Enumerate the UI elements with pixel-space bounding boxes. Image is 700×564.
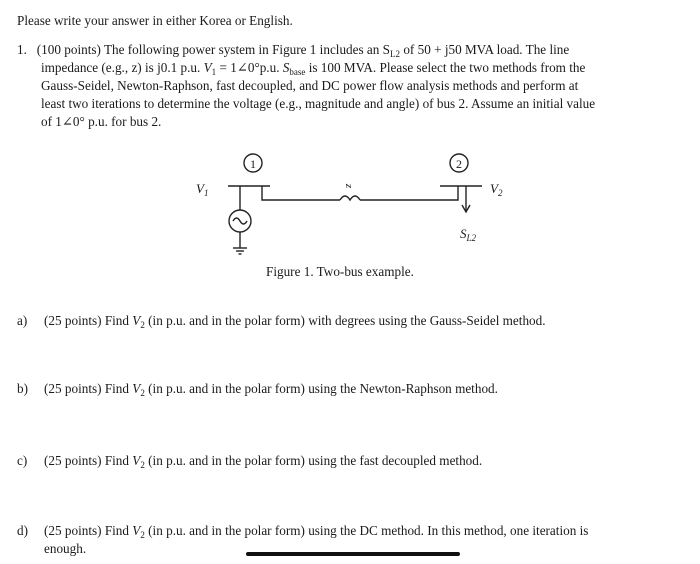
- sbase-sub: base: [289, 67, 306, 77]
- question-b-pre: Find: [104, 381, 133, 396]
- question-b-points: (25 points): [44, 381, 102, 396]
- impedance-coil: [340, 196, 360, 200]
- problem-line-1-text: The following power system in Figure 1 includes an S: [103, 42, 391, 57]
- question-c-post: (in p.u. and in the polar form) using the fast decoupled method.: [144, 453, 483, 468]
- line-left: [262, 186, 340, 200]
- z-fig-label: z: [343, 183, 355, 189]
- v2-fig-sub: 2: [497, 188, 503, 198]
- v1-var: V: [203, 60, 212, 75]
- question-d-var: V: [132, 523, 141, 538]
- question-a-body: [44, 313, 546, 328]
- question-d-post: (in p.u. and in the polar form) using the DC method. In this method, one iteration is: [144, 523, 589, 538]
- home-indicator[interactable]: [246, 552, 460, 556]
- question-b-var: V: [132, 381, 141, 396]
- question-d-label: d): [17, 523, 28, 538]
- figure-caption: Figure 1. Two-bus example.: [266, 264, 414, 279]
- question-b-sub: 2: [140, 388, 145, 398]
- question-c-var: V: [132, 453, 141, 468]
- question-a-pre: Find: [104, 313, 133, 328]
- question-a-var: V: [132, 313, 141, 328]
- instruction-text: Please write your answer in either Korea or English.: [17, 13, 293, 28]
- load-fig-sub: L2: [466, 233, 477, 243]
- question-c-body: [44, 453, 482, 468]
- question-c-sub: 2: [140, 460, 145, 470]
- question-d-sub: 2: [140, 530, 145, 540]
- question-a-label: a): [17, 313, 28, 328]
- v2-fig-label: [490, 181, 503, 198]
- question-c-points: (25 points): [44, 453, 102, 468]
- generator-sine: [233, 218, 247, 224]
- problem-line-5: of 1∠0° p.u. for bus 2.: [41, 114, 162, 129]
- problem-points: (100 points): [36, 42, 101, 57]
- problem-line-3: Gauss-Seidel, Newton-Raphson, fast decoupled, and DC power flow analysis methods and perform at: [41, 78, 579, 93]
- problem-line-2-text: impedance (e.g., z) is j0.1 p.u.: [41, 60, 201, 75]
- problem-number: 1.: [17, 42, 27, 57]
- question-c-label: c): [17, 453, 28, 468]
- load-fig-var: S: [460, 226, 467, 241]
- problem-line-1-rest: of 50 + j50 MVA load. The line: [400, 42, 570, 57]
- question-d-points: (25 points): [44, 523, 102, 538]
- line-right: [360, 186, 458, 200]
- question-d-pre: Find: [104, 523, 133, 538]
- problem-line-2-rest: is 100 MVA. Please select the two methods from the: [305, 60, 586, 75]
- v1-sub: 1: [211, 67, 217, 77]
- v1-fig-sub: 1: [203, 188, 209, 198]
- question-d-body: [44, 523, 588, 538]
- bus1-label: 1: [250, 157, 256, 171]
- load-fig-label: [460, 226, 477, 243]
- sbase-var: S: [282, 60, 290, 75]
- v1-value: = 1∠0°p.u.: [216, 60, 283, 75]
- question-b-label: b): [17, 381, 28, 396]
- question-a-points: (25 points): [44, 313, 102, 328]
- question-a-sub: 2: [140, 320, 145, 330]
- question-a-post: (in p.u. and in the polar form) with degrees using the Gauss-Seidel method.: [144, 313, 546, 328]
- question-b-body: [44, 381, 498, 396]
- v1-fig-label: [196, 181, 208, 198]
- v1-fig-var: V: [196, 181, 204, 196]
- sl2-sub: L2: [390, 49, 401, 59]
- question-d-line-2: enough.: [44, 541, 87, 556]
- bus2-label: 2: [456, 157, 462, 171]
- question-c-pre: Find: [104, 453, 133, 468]
- problem-line-4: least two iterations to determine the voltage (e.g., magnitude and angle) of bus 2. Assume an initial value: [41, 96, 596, 111]
- question-b-post: (in p.u. and in the polar form) using the Newton-Raphson method.: [144, 381, 498, 396]
- v2-fig-var: V: [490, 181, 498, 196]
